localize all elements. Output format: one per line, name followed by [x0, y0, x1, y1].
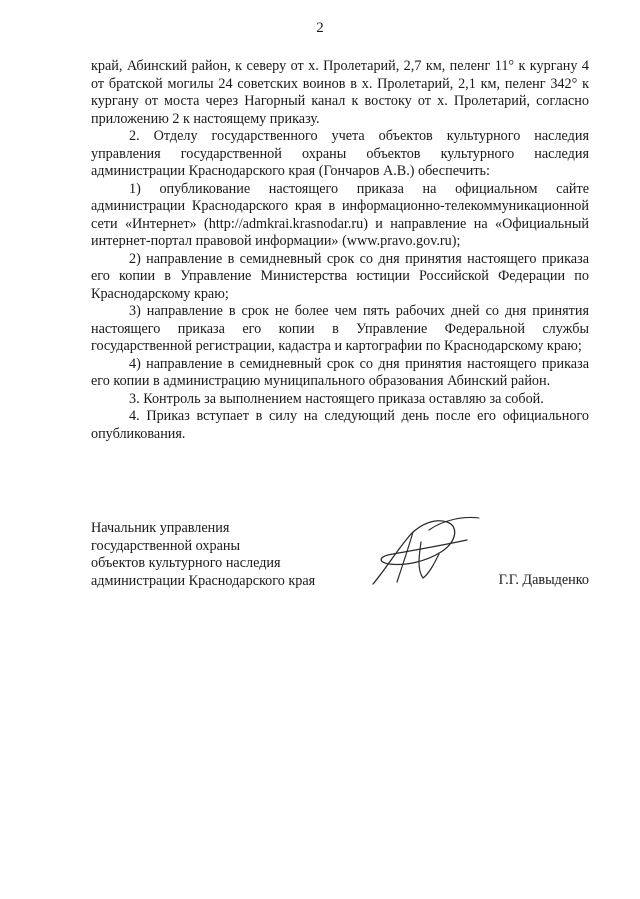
signatory-title: [91, 520, 315, 590]
signatory-title-line: администрации Краснодарского края: [91, 572, 316, 589]
signatory-title-line: государственной охраны: [91, 537, 241, 554]
signatory-title-line: Начальник управления: [91, 520, 230, 536]
page-number: 2: [316, 20, 324, 36]
signatory-name: Г.Г. Давыденко: [498, 572, 589, 588]
paragraph-item-2: 2. Отделу государственного учета объектов культурного наследия управления государственной охраны объектов культурного наследия администрации Краснодарского края (Гончаров А.В.) обеспечить:: [91, 128, 589, 179]
document-body: [91, 58, 589, 443]
paragraph-subitem-3: 3) направление в срок не более чем пять рабочих дней со дня принятия настоящего приказа его копии в Управление Федеральной службы государственной регистрации, кадастра и картографии по Краснодарскому краю;: [91, 303, 589, 354]
paragraph-subitem-1: 1) опубликование настоящего приказа на официальном сайте администрации Краснодарского края в информационно-телекоммуникационной сети «Интернет» (http://admkrai.krasnodar.ru) и направление на «Официальный интернет-портал правовой информации» (www.pravo.gov.ru);: [91, 180, 589, 249]
paragraph-item-4: 4. Приказ вступает в силу на следующий день после его официального опубликования.: [91, 408, 589, 442]
handwritten-signature: [363, 512, 483, 592]
paragraph-subitem-2: 2) направление в семидневный срок со дня принятия настоящего приказа его копии в Управление Министерства юстиции Российской Федерации по Краснодарскому краю;: [91, 250, 589, 302]
paragraph-item-3: 3. Контроль за выполнением настоящего приказа оставляю за собой.: [129, 390, 544, 407]
signature-block: [91, 520, 589, 600]
signatory-title-line: объектов культурного наследия: [91, 555, 281, 571]
paragraph-subitem-4: 4) направление в семидневный срок со дня принятия настоящего приказа его копии в администрацию муниципального образования Абинский район.: [91, 355, 589, 389]
paragraph-continuation: край, Абинский район, к северу от х. Пролетарий, 2,7 км, пеленг 11° к кургану 4 от братской могилы 24 советских воинов в х. Пролетарий, 2,1 км, пеленг 342° к кургану от моста через Нагорный канал к востоку от х. Пролетарий, согласно приложению 2 к настоящему приказу.: [91, 58, 589, 127]
